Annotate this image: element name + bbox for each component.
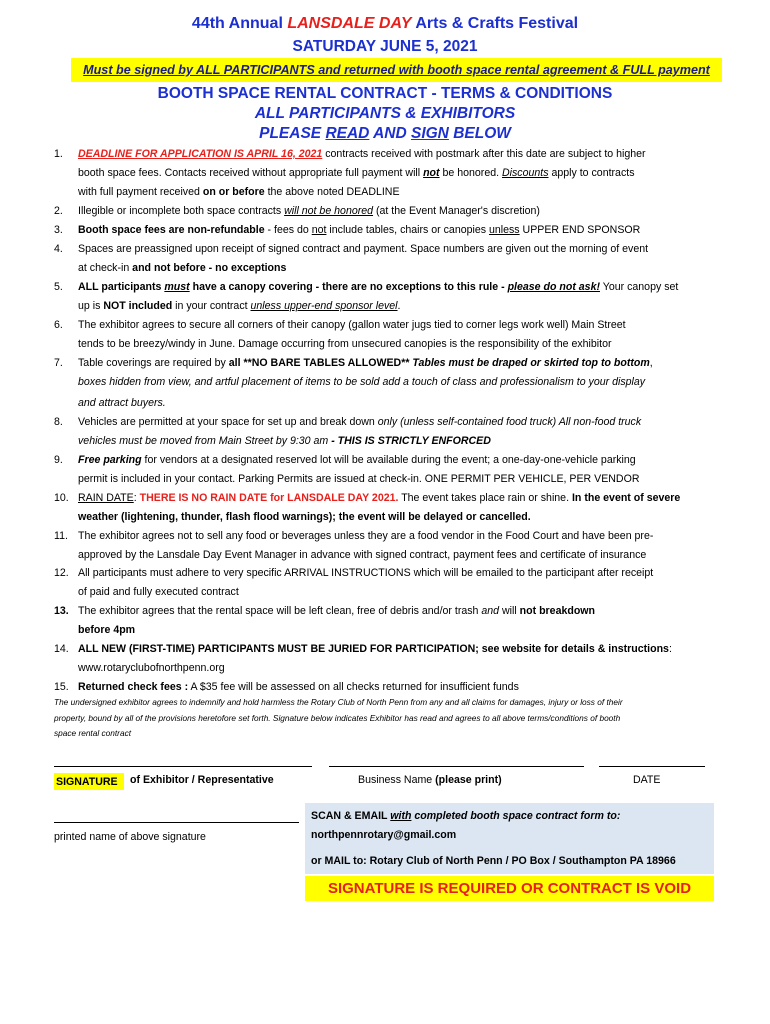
term-emphasis: Discounts bbox=[502, 167, 549, 179]
term-11-line-2: approved by the Lansdale Day Event Manager in advance with signed contract, payment fees and certificate of insurance bbox=[78, 549, 647, 561]
heading-text: PLEASE bbox=[259, 125, 326, 142]
term-emphasis: Booth space fees are non-refundable bbox=[78, 224, 265, 236]
send-with: with bbox=[390, 810, 412, 822]
term-12-line-2: of paid and fully executed contract bbox=[78, 586, 239, 598]
term-emphasis: Tables must be draped or skirted top to bottom bbox=[409, 357, 650, 369]
term-number: 10. bbox=[54, 492, 69, 504]
term-text: Table coverings are required by bbox=[78, 357, 229, 369]
term-text: for vendors at a designated reserved lot will be available during the event; a one-day-one-vehicle parking bbox=[141, 454, 636, 466]
term-emphasis: have a canopy covering - there are no exceptions to this rule - bbox=[189, 281, 508, 293]
term-emphasis: unless bbox=[488, 224, 520, 236]
term-12-line-1: All participants must adhere to very specific ARRIVAL INSTRUCTIONS which will be emailed to the participant after receipt bbox=[78, 567, 654, 579]
term-emphasis: ALL NEW (FIRST-TIME) PARTICIPANTS MUST BE JURIED FOR PARTICIPATION; see website for details & instructions bbox=[78, 643, 669, 655]
term-text: . bbox=[397, 300, 401, 312]
signature-role-label: of Exhibitor / Representative bbox=[130, 774, 274, 786]
term-text: the above noted DEADLINE bbox=[264, 186, 400, 198]
term-number: 6. bbox=[54, 319, 63, 331]
signature-line[interactable] bbox=[54, 766, 312, 767]
heading-sign: SIGN bbox=[410, 125, 449, 142]
term-text: apply to contracts bbox=[548, 167, 635, 179]
heading-text: AND bbox=[369, 125, 411, 142]
term-emphasis: only (unless self-contained food truck) All non-food truck bbox=[377, 416, 642, 428]
term-number: 14. bbox=[54, 643, 69, 655]
term-10-line-2: weather (lightening, thunder, flash flood warnings); the event will be delayed or cancelled. bbox=[78, 511, 531, 523]
term-text: UPPER END SPONSOR bbox=[519, 224, 641, 236]
term-emphasis: all **NO BARE TABLES ALLOWED** bbox=[228, 357, 410, 369]
term-3 bbox=[78, 223, 728, 237]
term-7-line-2: boxes hidden from view, and artful placement of items to be sold add a touch of class and professionalism to your display bbox=[78, 376, 646, 388]
term-text: will bbox=[499, 605, 520, 617]
mail-address: or MAIL to: Rotary Club of North Penn / PO Box / Southampton PA 18966 bbox=[311, 855, 676, 867]
title-prefix: 44th Annual bbox=[191, 15, 288, 32]
term-4-line-2 bbox=[78, 261, 728, 275]
title-suffix: Arts & Crafts Festival bbox=[411, 15, 579, 32]
term-1-line-1 bbox=[78, 147, 728, 161]
signature-label: SIGNATURE bbox=[56, 776, 118, 788]
term-text: (at the Event Manager's discretion) bbox=[373, 205, 540, 217]
term-text: Your canopy set bbox=[600, 281, 679, 293]
term-number: 7. bbox=[54, 357, 63, 369]
no-rain-date-text: THERE IS NO RAIN DATE for LANSDALE DAY 2021. bbox=[139, 492, 399, 504]
term-number: 5. bbox=[54, 281, 63, 293]
term-8-line-2 bbox=[78, 434, 728, 448]
business-name-label bbox=[358, 774, 502, 786]
term-emphasis: ALL participants bbox=[78, 281, 165, 293]
signature-requirement-banner: Must be signed by ALL PARTICIPANTS and returned with booth space rental agreement & FULL payment bbox=[71, 58, 722, 82]
term-6-line-2: tends to be breezy/windy in June. Damage occurring from unsecured canopies is the responsibility of the exhibitor bbox=[78, 338, 612, 350]
term-emphasis: Returned check fees : bbox=[78, 681, 189, 693]
disclaimer-line-3: space rental contract bbox=[54, 728, 132, 738]
term-text: : bbox=[133, 492, 140, 504]
title-lansdale-day: LANSDALE DAY bbox=[287, 15, 412, 32]
term-7-line-3: and attract buyers. bbox=[78, 397, 166, 409]
term-2 bbox=[78, 204, 728, 218]
term-13-line-1 bbox=[78, 604, 728, 618]
term-emphasis: will not be honored bbox=[284, 205, 374, 217]
term-5-line-1 bbox=[78, 280, 728, 294]
disclaimer-line-1: The undersigned exhibitor agrees to indemnify and hold harmless the Rotary Club of North Penn from any and all claims for damages, injury or loss of their bbox=[54, 697, 623, 707]
signature-required-notice: SIGNATURE IS REQUIRED OR CONTRACT IS VOID bbox=[305, 876, 714, 901]
term-1-line-2 bbox=[78, 166, 728, 180]
date-label: DATE bbox=[633, 774, 661, 786]
term-emphasis: not bbox=[423, 167, 440, 179]
term-9-line-2: permit is included in your contact. Parking Permits are issued at check-in. ONE PERMIT PER VEHICLE, PER VENDOR bbox=[78, 473, 640, 485]
printed-name-line[interactable] bbox=[54, 822, 299, 823]
term-text: , bbox=[649, 357, 653, 369]
term-text: Vehicles are permitted at your space for set up and break down bbox=[78, 416, 378, 428]
business-name-line[interactable] bbox=[329, 766, 584, 767]
term-number: 9. bbox=[54, 454, 63, 466]
term-text: A $35 fee will be assessed on all checks returned for insufficient funds bbox=[188, 681, 519, 693]
email-address-link[interactable]: northpennrotary@gmail.com bbox=[311, 829, 457, 841]
term-emphasis: please do not ask! bbox=[507, 281, 600, 293]
term-14-line-1 bbox=[78, 642, 728, 656]
term-5-line-2 bbox=[78, 299, 728, 313]
term-emphasis: Free parking bbox=[78, 454, 142, 466]
term-text: The exhibitor agrees that the rental space will be left clean, free of debris and/or trash bbox=[78, 605, 482, 617]
send-text: completed booth space contract form to: bbox=[411, 810, 621, 822]
term-number: 3. bbox=[54, 224, 63, 236]
term-text: booth space fees. Contacts received without appropriate full payment will bbox=[78, 167, 424, 179]
term-number: 11. bbox=[54, 530, 68, 542]
term-emphasis: not breakdown bbox=[519, 605, 596, 617]
term-text: in your contract bbox=[172, 300, 251, 312]
participants-heading: ALL PARTICIPANTS & EXHIBITORS bbox=[254, 105, 516, 122]
term-text: - fees do bbox=[264, 224, 312, 236]
term-15 bbox=[78, 680, 728, 694]
term-emphasis: and bbox=[481, 605, 500, 617]
term-text: at check-in bbox=[78, 262, 133, 274]
term-4-line-1: Spaces are preassigned upon receipt of signed contract and payment. Space numbers are given out the morning of event bbox=[78, 243, 649, 255]
term-emphasis: NOT included bbox=[103, 300, 173, 312]
term-text: be honored. bbox=[439, 167, 502, 179]
contract-heading: BOOTH SPACE RENTAL CONTRACT - TERMS & CONDITIONS bbox=[157, 85, 613, 102]
business-name-text: Business Name bbox=[358, 774, 436, 786]
term-number: 1. bbox=[54, 148, 63, 160]
term-text: Illegible or incomplete both space contracts bbox=[78, 205, 285, 217]
heading-text: BELOW bbox=[448, 125, 511, 142]
scan-email-instruction bbox=[311, 810, 620, 822]
term-emphasis: not bbox=[311, 224, 327, 236]
term-10-line-1 bbox=[78, 491, 728, 505]
term-number: 4. bbox=[54, 243, 63, 255]
term-text: include tables, chairs or canopies bbox=[326, 224, 489, 236]
deadline-text: DEADLINE FOR APPLICATION IS APRIL 16, 2021 bbox=[78, 148, 323, 160]
term-emphasis: on or before bbox=[202, 186, 265, 198]
date-line[interactable] bbox=[599, 766, 705, 767]
heading-read: READ bbox=[325, 125, 370, 142]
term-11-line-1: The exhibitor agrees not to sell any food or beverages unless they are a food vendor in the Food Court and have been pre- bbox=[78, 530, 654, 542]
website-link[interactable]: www.rotaryclubofnorthpenn.org bbox=[78, 662, 225, 674]
term-text: up is bbox=[78, 300, 104, 312]
term-emphasis: In the event of severe bbox=[571, 492, 681, 504]
term-number: 2. bbox=[54, 205, 63, 217]
term-text: with full payment received bbox=[78, 186, 203, 198]
term-text: : bbox=[668, 643, 672, 655]
term-1-line-3 bbox=[78, 185, 728, 199]
term-number: 13. bbox=[54, 605, 69, 617]
term-emphasis: vehicles must be moved from Main Street by 9:30 am bbox=[78, 435, 329, 447]
read-sign-heading bbox=[0, 124, 770, 144]
festival-title bbox=[0, 14, 770, 34]
term-emphasis: must bbox=[164, 281, 190, 293]
festival-date: SATURDAY JUNE 5, 2021 bbox=[292, 38, 478, 55]
disclaimer-line-2: property, bound by all of the provisions heretofore set forth. Signature below indicates Exhibitor has read and agrees to all above terms/conditions of booth bbox=[54, 713, 621, 723]
term-number: 15. bbox=[54, 681, 69, 693]
term-number: 12. bbox=[54, 567, 69, 579]
send-text: SCAN & EMAIL bbox=[311, 810, 391, 822]
business-name-print: (please print) bbox=[435, 774, 502, 786]
term-text: contracts received with postmark after this date are subject to higher bbox=[322, 148, 646, 160]
term-6-line-1: The exhibitor agrees to secure all corners of their canopy (gallon water jugs tied to corner legs work well) Main Street bbox=[78, 319, 626, 331]
term-text: The event takes place rain or shine. bbox=[398, 492, 572, 504]
rain-date-label: RAIN DATE bbox=[78, 492, 134, 504]
term-emphasis: and not before - no exceptions bbox=[132, 262, 287, 274]
term-8-line-1 bbox=[78, 415, 728, 429]
term-emphasis: unless upper-end sponsor level bbox=[250, 300, 398, 312]
term-13-line-2: before 4pm bbox=[78, 624, 136, 636]
term-7-line-1 bbox=[78, 356, 728, 370]
printed-name-label: printed name of above signature bbox=[54, 831, 206, 843]
term-9-line-1 bbox=[78, 453, 728, 467]
term-number: 8. bbox=[54, 416, 63, 428]
term-emphasis: - THIS IS STRICTLY ENFORCED bbox=[328, 435, 491, 447]
